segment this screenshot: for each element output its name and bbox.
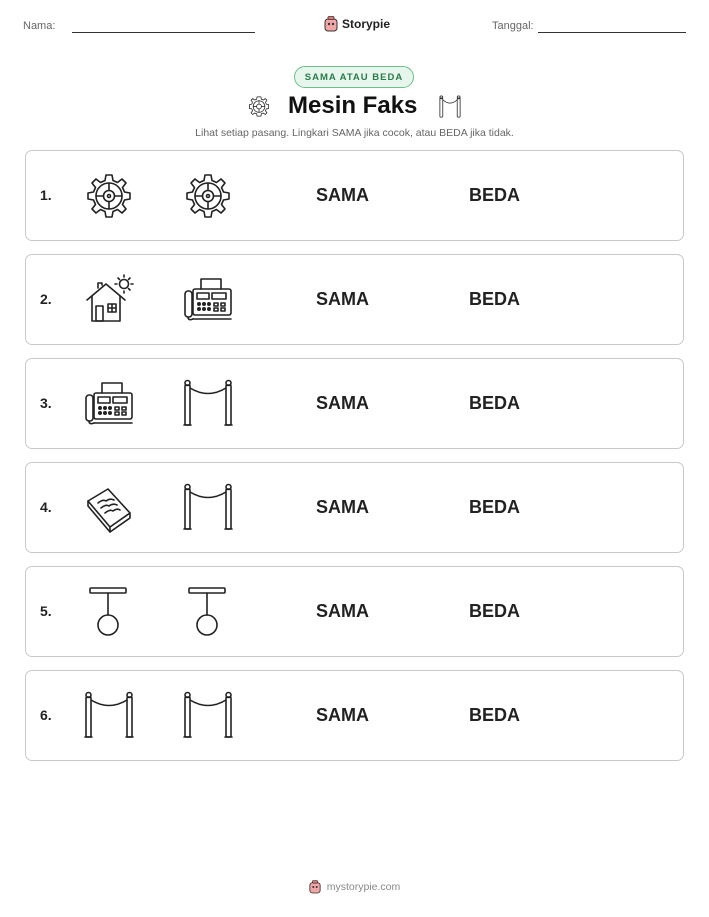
fax-machine-icon: [181, 273, 235, 327]
storypie-mascot-icon: [309, 880, 321, 894]
book-icon: [82, 481, 136, 535]
question-row: [25, 670, 684, 761]
option-sama[interactable]: SAMA: [316, 705, 369, 725]
footer: [0, 880, 709, 894]
worksheet-header: [0, 16, 709, 40]
question-number: 2.: [40, 291, 52, 307]
name-label: Nama:: [23, 20, 56, 32]
name-line: [72, 32, 255, 33]
instructions: Lihat setiap pasang. Lingkari SAMA jika cocok, atau BEDA jika tidak.: [195, 127, 514, 139]
option-sama[interactable]: SAMA: [316, 289, 369, 309]
house-sun-icon: [82, 273, 136, 327]
option-sama[interactable]: SAMA: [316, 185, 369, 205]
brand-logo: [324, 16, 390, 32]
gear-icon: [181, 169, 235, 223]
question-number: 5.: [40, 603, 52, 619]
question-number: 3.: [40, 395, 52, 411]
footer-url: mystorypie.com: [326, 881, 401, 893]
rope-barrier-icon: [82, 689, 136, 743]
question-number: 1.: [40, 187, 52, 203]
option-beda[interactable]: BEDA: [469, 393, 521, 413]
option-beda[interactable]: BEDA: [469, 601, 521, 621]
storypie-mascot-icon: [324, 16, 338, 32]
rope-barrier-icon: [181, 377, 235, 431]
option-sama[interactable]: SAMA: [316, 601, 369, 621]
question-row: [25, 566, 684, 657]
pendulum-icon: [82, 585, 136, 639]
title-row: [0, 92, 709, 122]
date-line: [538, 32, 686, 33]
brand-name: Storypie: [342, 17, 391, 31]
fax-machine-icon: [82, 377, 136, 431]
question-number: 4.: [40, 499, 52, 515]
question-row: [25, 358, 684, 449]
option-beda[interactable]: BEDA: [469, 289, 521, 309]
question-row: [25, 150, 684, 241]
option-beda[interactable]: BEDA: [469, 185, 521, 205]
rope-barrier-icon: [181, 689, 235, 743]
option-sama[interactable]: SAMA: [316, 393, 369, 413]
option-beda[interactable]: BEDA: [469, 705, 521, 725]
date-label: Tanggal:: [492, 20, 534, 32]
pendulum-icon: [181, 585, 235, 639]
rope-barrier-icon: [181, 481, 235, 535]
option-sama[interactable]: SAMA: [316, 497, 369, 517]
activity-badge: SAMA ATAU BEDA: [294, 66, 414, 88]
gear-icon: [82, 169, 136, 223]
gear-icon: [246, 94, 272, 120]
question-number: 6.: [40, 707, 52, 723]
rope-barrier-icon: [436, 94, 464, 120]
page-title: Mesin Faks: [288, 92, 418, 119]
question-row: [25, 254, 684, 345]
option-beda[interactable]: BEDA: [469, 497, 521, 517]
question-row: [25, 462, 684, 553]
